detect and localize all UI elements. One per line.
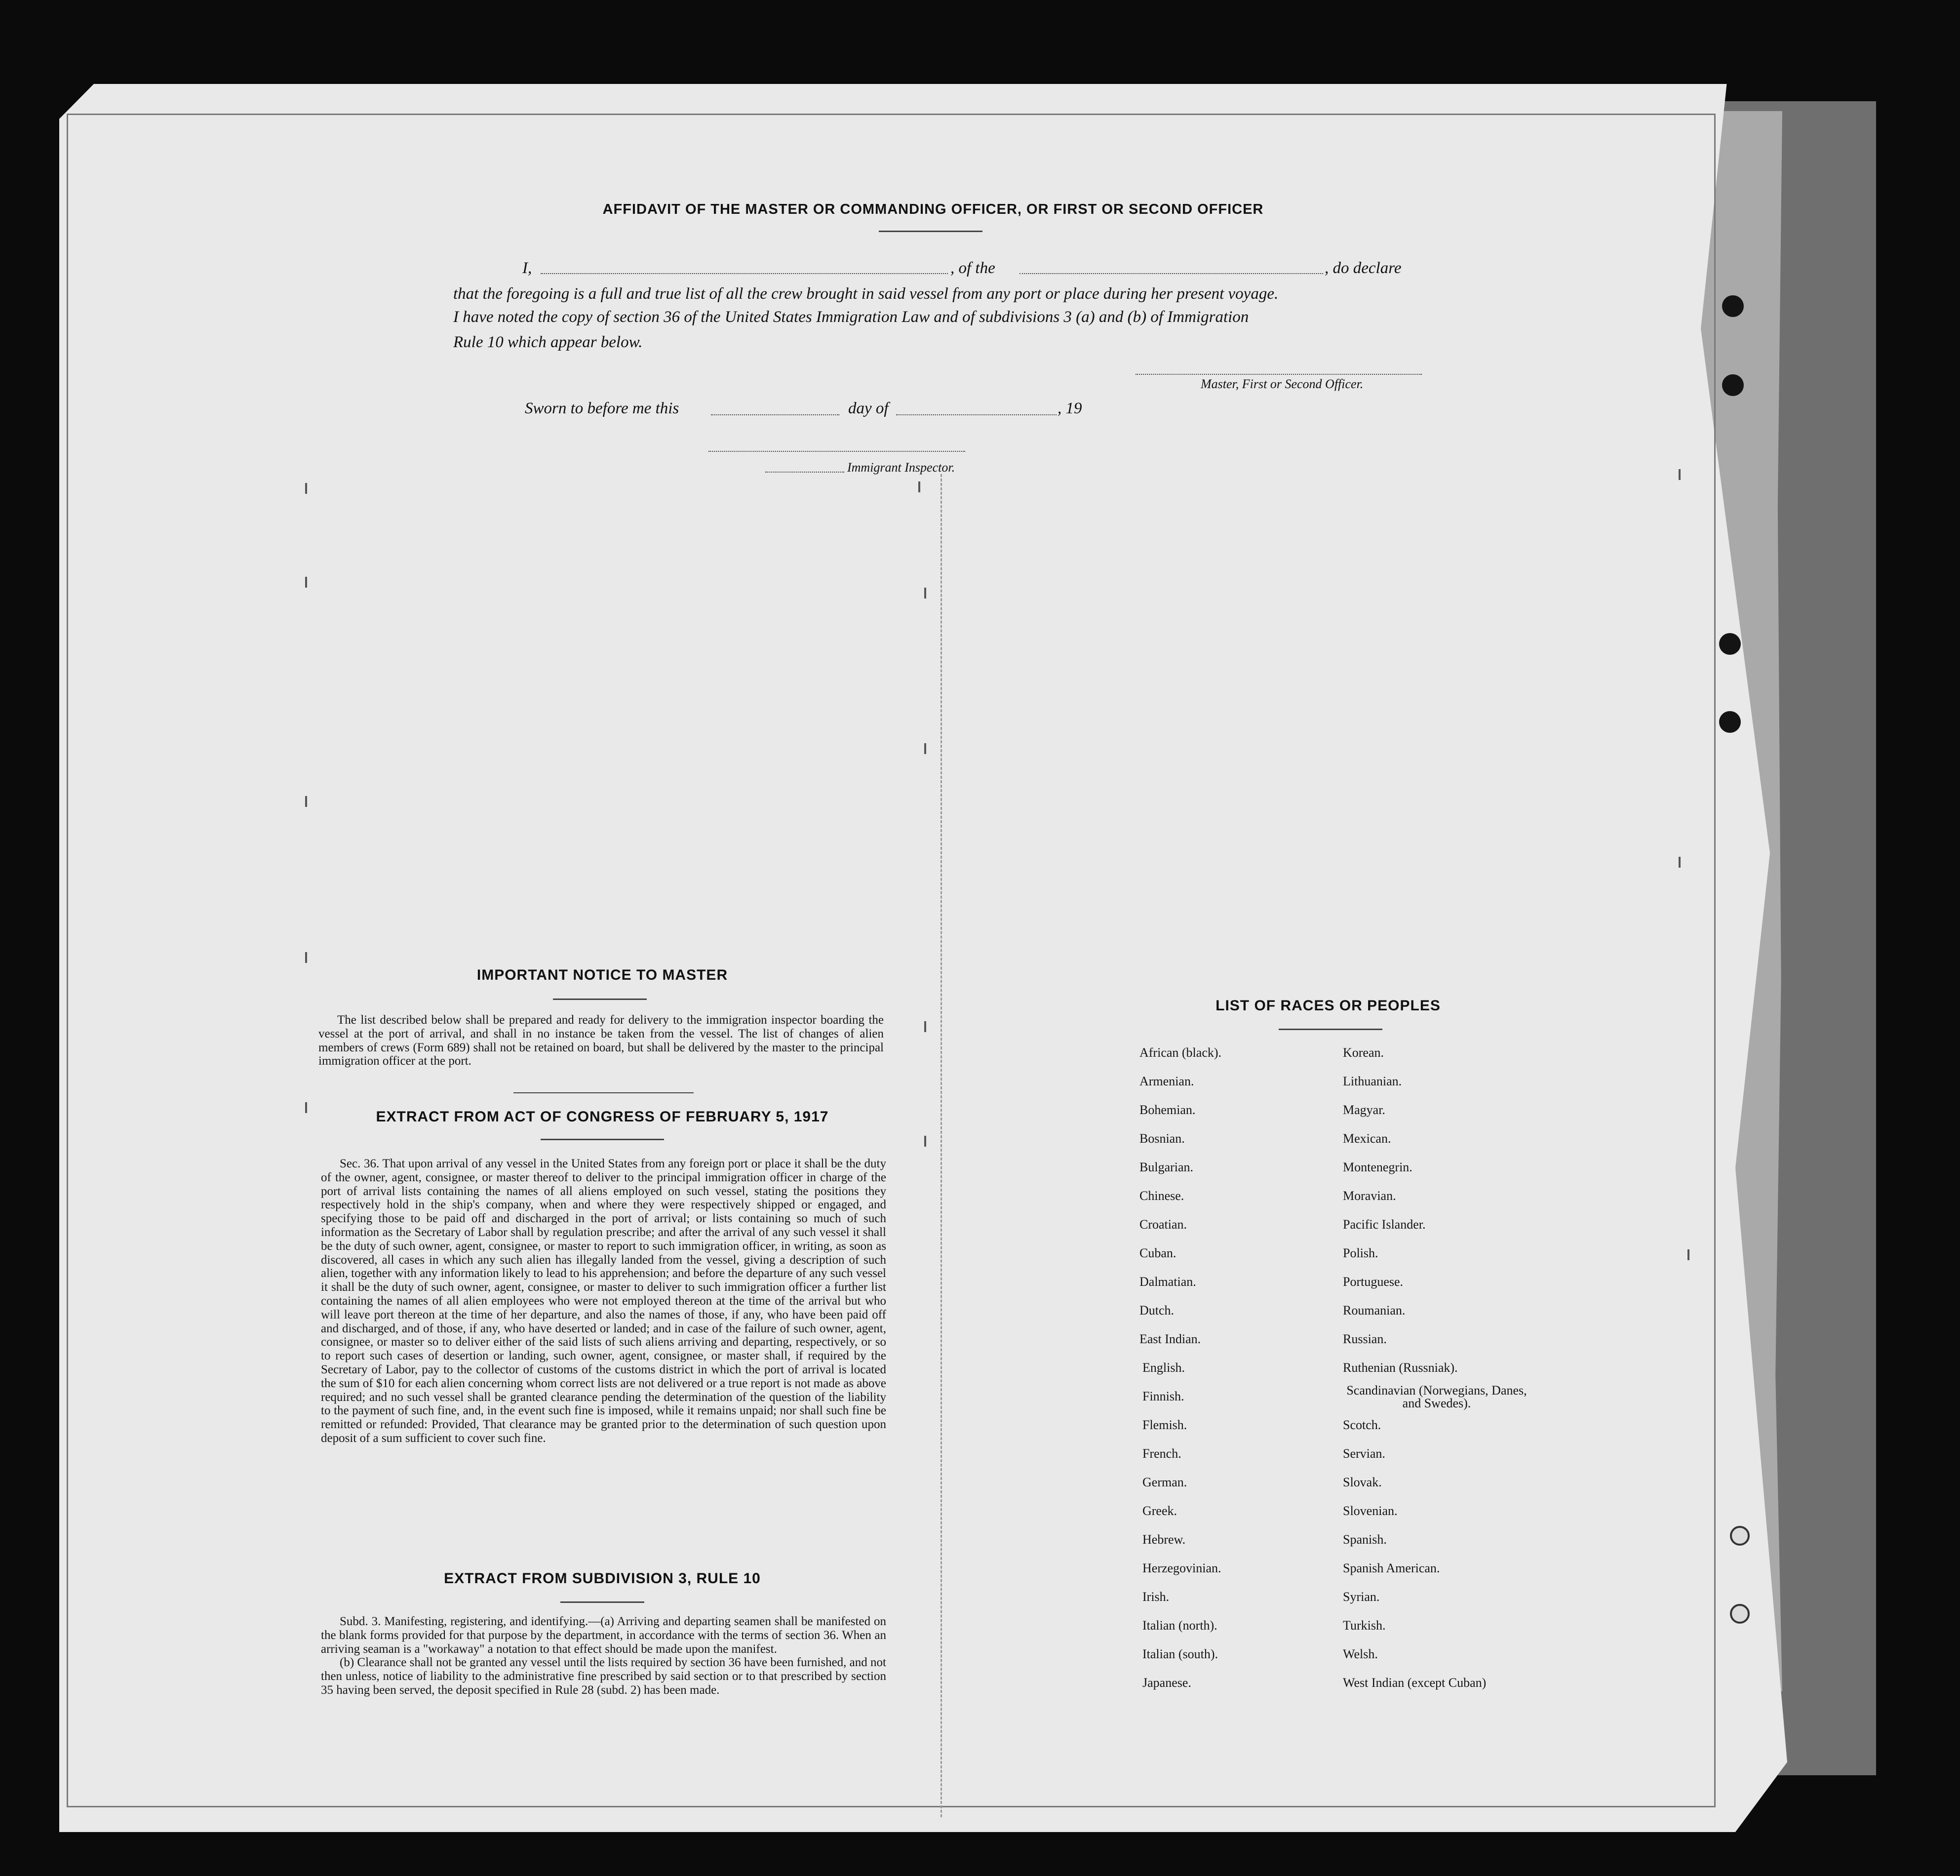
race-item: Italian (south). (1142, 1647, 1218, 1661)
heading-rule (553, 998, 647, 1000)
race-item: Montenegrin. (1343, 1160, 1412, 1174)
punch-hole-icon (1722, 295, 1744, 317)
race-item: Pacific Islander. (1343, 1217, 1426, 1232)
notice-text: The list described below shall be prepared and ready for delivery to the immigration inspector boarding the vessel at the port of arrival, and shall in no instance be taken from the vessel. The list of changes of alien members of crews (Form 689) shall not be retained on board, but shall be delivered by the master to the principal immigration officer at the port. (318, 1013, 884, 1068)
signature-label: Master, First or Second Officer. (1201, 377, 1364, 391)
race-item: Finnish. (1142, 1389, 1184, 1403)
heading-rule (541, 1139, 664, 1140)
column-tick (924, 743, 926, 754)
race-item: Moravian. (1343, 1189, 1396, 1203)
race-item: African (black). (1139, 1045, 1222, 1060)
race-item: Dutch. (1139, 1303, 1175, 1317)
race-item: English. (1142, 1360, 1185, 1375)
column-tick (305, 952, 307, 963)
sworn-label: Sworn to before me this (525, 399, 679, 417)
affidavit-heading: AFFIDAVIT OF THE MASTER OR COMMANDING OFFICER, OR FIRST OR SECOND OFFICER (602, 201, 1264, 217)
race-item: Polish. (1343, 1246, 1378, 1260)
race-item: Flemish. (1142, 1418, 1187, 1432)
punch-hole-icon (1730, 1526, 1750, 1546)
punch-hole-icon (1719, 711, 1741, 733)
race-item: Greek. (1142, 1504, 1177, 1518)
race-item: Cuban. (1139, 1246, 1176, 1260)
inspector-label: Immigrant Inspector. (847, 460, 955, 475)
section-rule (513, 1092, 694, 1093)
heading-rule (879, 231, 982, 232)
race-item: Scandinavian (Norwegians, Danes, and Swedes). (1346, 1383, 1527, 1410)
notice-heading: IMPORTANT NOTICE TO MASTER (476, 967, 728, 983)
punch-hole-icon (1722, 374, 1744, 396)
column-tick (305, 577, 307, 588)
race-item: Irish. (1142, 1590, 1170, 1604)
column-tick (918, 481, 920, 492)
race-item: Syrian. (1343, 1590, 1380, 1604)
race-item: French. (1142, 1446, 1181, 1461)
race-item: Japanese. (1142, 1676, 1191, 1690)
race-item: Ruthenian (Russniak). (1343, 1360, 1458, 1375)
race-item: Herzegovinian. (1142, 1561, 1221, 1575)
affidavit-declare-label: , do declare (1325, 259, 1402, 277)
column-tick (924, 1136, 926, 1147)
rule-extract-heading: EXTRACT FROM SUBDIVISION 3, RULE 10 (444, 1570, 761, 1587)
year-label: , 19 (1058, 399, 1082, 417)
day-blank[interactable] (711, 414, 839, 415)
race-item: Spanish American. (1343, 1561, 1440, 1575)
affidavit-line-2: that the foregoing is a full and true list of all the crew brought in said vessel from any port or place during her present voyage. (453, 285, 1279, 303)
race-item: Slovak. (1343, 1475, 1382, 1489)
act-section-36-text: Sec. 36. That upon arrival of any vessel in the United States from any foreign port or place it shall be the duty of the owner, agent, consignee, or master thereof to deliver to the principal immigration officer in charge of the port of arrival lists containing the names of all aliens employed on such vessel, stating the positions they respectively hold in the ship's company, when and where they were respectively shipped or engaged, and specifying those to be paid off and discharged in the port of arrival; or lists containing so much of such information as the Secretary of Labor shall by regulation prescribe; and after the arrival of any such vessel it shall be the duty of such owner, agent, consignee, or master to report to such immigration officer, in writing, as soon as discovered, all cases in which any such alien has illegally landed from the vessel, giving a description of such alien, together with any information likely to lead to his apprehension; and before the departure of any such vessel it shall be the duty of such owner, agent, consignee, or master to deliver to such immigration officer a further list containing the names of all alien employees who were not employed thereon at the time of the arrival but who will leave port thereon at the time of her departure, and also the names of those, if any, who have been paid off and discharged, and of those, if any, who have deserted or landed; and in case of the failure of such owner, agent, consignee, or master so to deliver either of the said lists of such aliens arriving and departing, respectively, or so to report such cases of desertion or landing, such owner, agent, consignee, or master shall, if required by the Secretary of Labor, pay to the collector of customs of the customs district in which the port of arrival is located the sum of $10 for each alien concerning whom correct lists are not delivered or a true report is not made as above required; and no such vessel shall be granted clearance pending the determination of the question of the liability to the payment of such fine, and, in the event such fine is imposed, while it remains unpaid; nor shall such fine be remitted or refunded: Provided, That clearance may be granted prior to the determination of such question upon deposit of a sum sufficient to cover such fine. (321, 1157, 886, 1445)
race-item: Welsh. (1343, 1647, 1378, 1661)
race-item: German. (1142, 1475, 1187, 1489)
races-heading: LIST OF RACES OR PEOPLES (1215, 998, 1441, 1014)
race-item: Bulgarian. (1139, 1160, 1194, 1174)
affidavit-line-4: Rule 10 which appear below. (453, 333, 643, 351)
race-item: Lithuanian. (1343, 1074, 1402, 1088)
column-tick (924, 1021, 926, 1032)
heading-rule (1279, 1029, 1382, 1030)
race-item: Bohemian. (1139, 1103, 1196, 1117)
signature-blank[interactable] (1136, 374, 1422, 375)
race-item: Russian. (1343, 1332, 1387, 1346)
affidavit-line-3: I have noted the copy of section 36 of the United States Immigration Law and of subdivisions 3 (a) and (b) of Immigration (453, 308, 1249, 326)
race-item: Hebrew. (1142, 1532, 1186, 1547)
column-tick (924, 588, 926, 599)
column-tick (1679, 469, 1681, 480)
race-item: Mexican. (1343, 1131, 1391, 1146)
race-item: West Indian (except Cuban) (1343, 1676, 1487, 1690)
race-item: Magyar. (1343, 1103, 1385, 1117)
race-item: Bosnian. (1139, 1131, 1185, 1146)
column-tick (305, 796, 307, 807)
race-item: Armenian. (1139, 1074, 1194, 1088)
month-blank[interactable] (896, 414, 1057, 415)
races-list (1136, 1046, 1580, 1703)
race-item: Portuguese. (1343, 1275, 1404, 1289)
race-item: Slovenian. (1343, 1504, 1398, 1518)
race-item: Italian (north). (1142, 1618, 1217, 1633)
race-item: Spanish. (1343, 1532, 1387, 1547)
race-item: Korean. (1343, 1045, 1384, 1060)
affidavit-of-the-label: , of the (950, 259, 995, 277)
punch-hole-icon (1730, 1604, 1750, 1624)
race-item: Servian. (1343, 1446, 1385, 1461)
column-tick (1679, 857, 1681, 868)
heading-rule (560, 1601, 644, 1603)
race-item: Scotch. (1343, 1418, 1381, 1432)
race-item: Roumanian. (1343, 1303, 1406, 1317)
vessel-name-blank[interactable] (1019, 273, 1323, 274)
officer-name-blank[interactable] (541, 273, 948, 274)
race-item: Dalmatian. (1139, 1275, 1196, 1289)
race-item: Croatian. (1139, 1217, 1187, 1232)
act-extract-heading: EXTRACT FROM ACT OF CONGRESS OF FEBRUARY 5, 1917 (376, 1109, 829, 1125)
race-item: East Indian. (1139, 1332, 1201, 1346)
center-fold-line (941, 474, 942, 1817)
rule-para-b: (b) Clearance shall not be granted any vessel until the lists required by section 36 have been furnished, and not then unless, notice of liability to the administrative fine prescribed by said section or to that prescribed by section 35 having been served, the deposit specified in Rule 28 (subd. 2) has been made. (321, 1656, 886, 1697)
inspector-signature-blank[interactable] (708, 451, 965, 452)
column-tick (1687, 1249, 1689, 1260)
inspector-lead-blank (765, 472, 844, 473)
race-item: Chinese. (1139, 1189, 1184, 1203)
affidavit-i-label: I, (522, 259, 532, 277)
race-item: Turkish. (1343, 1618, 1386, 1633)
day-of-label: day of (848, 399, 889, 417)
rule-subdivision-text (321, 1615, 886, 1697)
rule-para-a: Subd. 3. Manifesting, registering, and identifying.—(a) Arriving and departing seamen shall be manifested on the blank forms provided for that purpose by the department, in accordance with the terms of section 36. When an arriving seaman is a "workaway" a notation to that effect should be made upon the manifest. (321, 1615, 886, 1656)
column-tick (305, 483, 307, 494)
column-tick (305, 1102, 307, 1113)
punch-hole-icon (1719, 633, 1741, 655)
